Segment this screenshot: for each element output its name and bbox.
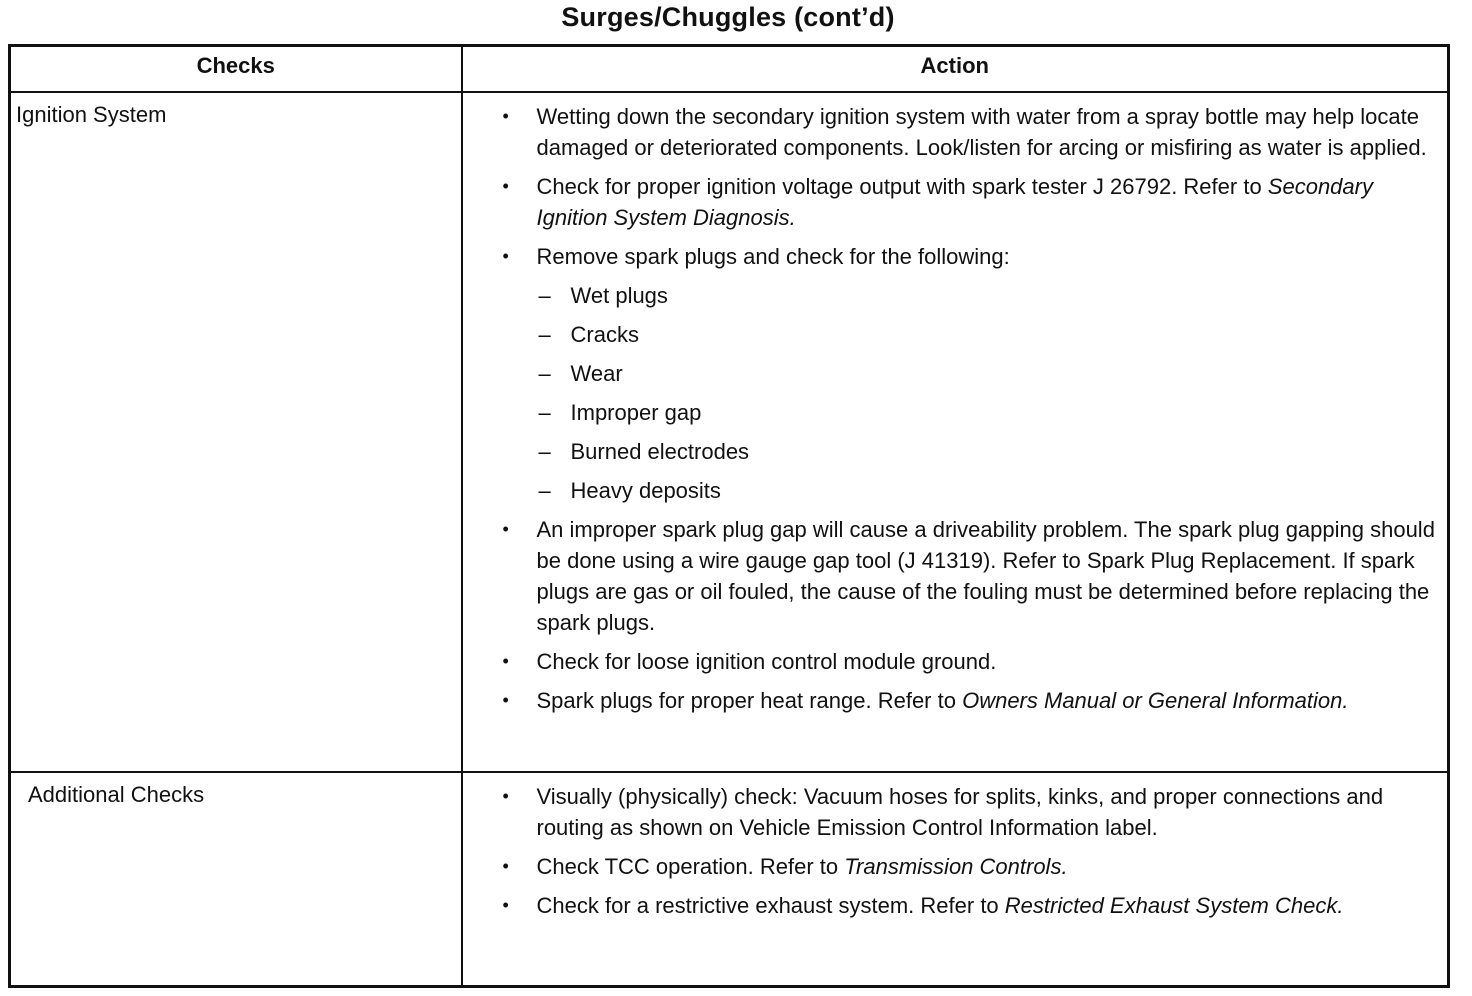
action-item — [503, 171, 1442, 233]
action-text: Check TCC operation. Refer to — [536, 854, 845, 879]
sub-item-text: Improper gap — [570, 400, 702, 425]
sub-item-text: Wear — [570, 361, 623, 386]
action-text: Remove spark plugs and check for the following: — [536, 244, 1010, 269]
action-item — [503, 890, 1442, 921]
bullet-icon: • — [502, 786, 509, 806]
action-text: Check for proper ignition voltage output with spark tester J 26792. Refer to — [536, 174, 1268, 199]
action-text: Check for loose ignition control module ground. — [536, 649, 997, 674]
sub-item-text: Burned electrodes — [570, 439, 750, 464]
action-item — [503, 514, 1442, 638]
action-item — [503, 851, 1442, 882]
check-label: Ignition System — [16, 102, 167, 127]
sub-item-text: Heavy deposits — [570, 478, 721, 503]
dash-icon: – — [538, 478, 551, 503]
sub-item — [537, 319, 1442, 350]
bullet-icon: • — [502, 176, 509, 196]
sub-item — [537, 436, 1442, 467]
check-label: Additional Checks — [28, 782, 205, 807]
action-column-header: Action — [462, 46, 1449, 93]
dash-icon: – — [538, 361, 551, 386]
sub-list — [537, 280, 1442, 506]
table-row — [10, 772, 1449, 987]
dash-icon: – — [538, 439, 551, 464]
action-item — [503, 646, 1442, 677]
bullet-icon: • — [502, 651, 509, 671]
check-cell — [10, 92, 462, 772]
page-title: Surges/Chuggles (cont’d) — [561, 2, 895, 32]
dash-icon: – — [538, 283, 551, 308]
dash-icon: – — [538, 322, 551, 347]
action-item — [503, 101, 1442, 163]
bullet-icon: • — [502, 856, 509, 876]
action-cell — [462, 92, 1449, 772]
sub-item — [537, 397, 1442, 428]
bullet-icon: • — [502, 690, 509, 710]
action-cell — [462, 772, 1449, 987]
table-header-row — [10, 46, 1449, 93]
dash-icon: – — [538, 400, 551, 425]
check-cell — [10, 772, 462, 987]
action-list — [503, 101, 1442, 716]
action-item — [503, 685, 1442, 716]
reference-link: Restricted Exhaust System Check. — [1004, 893, 1344, 918]
reference-link: Transmission Controls. — [844, 854, 1068, 879]
bullet-icon: • — [502, 106, 509, 126]
reference-link: Secondary Ignition System Diagnosis. — [536, 174, 1373, 230]
sub-item-text: Wet plugs — [570, 283, 668, 308]
action-text: Check for a restrictive exhaust system. Refer to — [536, 893, 1005, 918]
action-text: Visually (physically) check: Vacuum hoses for splits, kinks, and proper connections and routing as shown on Vehicle Emission Control Information label. — [536, 784, 1384, 840]
reference-link: Owners Manual or General Information. — [962, 688, 1349, 713]
sub-item — [537, 358, 1442, 389]
action-item — [503, 781, 1442, 843]
diagnosis-table — [8, 44, 1450, 988]
sub-item — [537, 280, 1442, 311]
action-text: An improper spark plug gap will cause a driveability problem. The spark plug gapping should be done using a wire gauge gap tool (J 41319). Refer to Spark Plug Replacement. If spark plugs are gas or oil fouled, the cause of the fouling must be determined before replacing the spark plugs. — [536, 517, 1435, 635]
action-text: Wetting down the secondary ignition system with water from a spray bottle may help locate damaged or deteriorated components. Look/listen for arcing or misfiring as water is applied. — [536, 104, 1427, 160]
bullet-icon: • — [502, 895, 509, 915]
table-row — [10, 92, 1449, 772]
bullet-icon: • — [502, 519, 509, 539]
action-list — [503, 781, 1442, 921]
sub-item — [537, 475, 1442, 506]
sub-item-text: Cracks — [570, 322, 639, 347]
checks-column-header: Checks — [10, 46, 462, 93]
action-item — [503, 241, 1442, 506]
bullet-icon: • — [502, 246, 509, 266]
action-text: Spark plugs for proper heat range. Refer to — [536, 688, 963, 713]
